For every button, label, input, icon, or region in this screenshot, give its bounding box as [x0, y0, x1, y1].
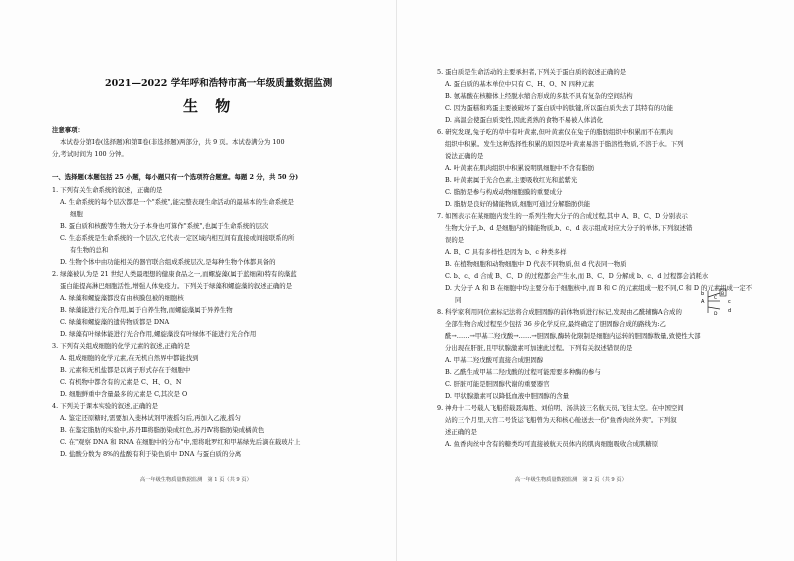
macromolecule-diagram	[700, 285, 740, 317]
question-line: 6. 研究发现,兔子吃的草中有叶黄素,但叶黄素仅在兔子的脂肪组织中积累而不在肌肉	[437, 128, 673, 136]
question-line: A. 鱼香肉丝中含有的糖类均可直接被航天员体内的肌肉细胞吸收合成肌糖原	[445, 440, 659, 448]
question-line: C. 生态系统是生命系统的一个层次,它代表一定区域内相互间有直接或间接联系的所	[60, 234, 295, 242]
notice-line: 分,考试时间为 100 分钟。	[52, 150, 128, 158]
question-line: 说法正确的是	[445, 152, 484, 160]
notice-heading: 注意事项：	[52, 126, 84, 134]
diagram-label-c-upper: C	[714, 296, 718, 301]
question-line: D. 细胞鲜重中含量最多的元素是 C,其次是 O	[60, 390, 188, 398]
question-line: 4. 下列关于课本实验的叙述,正确的是	[52, 402, 159, 410]
diagram-label-d-upper: D	[714, 312, 718, 317]
page-2	[397, 0, 794, 561]
notice-line: 本试卷分第Ⅰ卷(选择题)和第Ⅱ卷(非选择题)两部分，共 9 页。本试卷满分为 100	[60, 138, 285, 146]
question-line: 细胞	[70, 210, 83, 218]
question-line: C. 因为蛋糕和鸡蛋主要被破坏了蛋白质中的肽键,所以蛋白质失去了其特有的功能	[445, 104, 674, 112]
question-line: 3. 下列有关组成细胞的化学元素的叙述,正确的是	[52, 342, 190, 350]
question-line: B. 氨基酸在核糖体上经脱水缩合形成的多肽不具有复杂的空间结构	[445, 92, 633, 100]
diagram-label-b-upper: B	[721, 292, 725, 297]
question-line: D. 绿藻有叶绿体能进行光合作用,螺旋藻没有叶绿体不能进行光合作用	[60, 330, 257, 338]
question-line: A. 叶黄素在肌肉组织中积累说明肌细胞中不含有脂肪	[445, 164, 595, 172]
question-line: B. 元素和无机盐都是以离子形式存在于细胞中	[60, 366, 191, 374]
question-line: 5. 蛋白质是生命活动的主要承担者,下列关于蛋白质的叙述正确的是	[437, 68, 627, 76]
question-line: A. 组成细胞的化学元素,在无机自然界中都能找到	[60, 354, 199, 362]
question-line: 站的三个月里,天宫二号货运飞船曾为天和核心舱送去一份"鱼香肉丝外卖"。下列叙	[445, 416, 677, 424]
question-line: A. 绿藻和螺旋藻都没有由核膜包被的细胞核	[60, 294, 184, 302]
subject-title: 生 物	[183, 97, 237, 115]
question-line: 全部生物合成过程至少包括 36 步化学反应,最终确定了胆固醇合成的路线为:乙	[445, 320, 666, 328]
question-line: D. 盐酸分数为 8%的盐酸有利于染色质中 DNA 与蛋白质的分离	[60, 450, 242, 458]
question-line: A. B、C 具有多样性是因为 b、c 种类多样	[445, 248, 567, 256]
question-line: C. 有机物中都含有的元素是 C、H、O、N	[60, 378, 182, 386]
question-line: A. 蛋白质的基本单位中只有 C、H、O、N 四种元素	[445, 80, 595, 88]
diagram-label-b: b	[701, 291, 705, 297]
question-line: C. 绿藻和螺旋藻的遗传物质都是 DNA	[60, 318, 170, 326]
question-line: 生物大分子,b、d 是细胞内的储能物质,b、c、d 表示组成对应大分子的单体,下列叙述错	[445, 224, 693, 232]
question-line: B. 蛋白质和核酸等生物大分子本身也可算作"系统",也属于生命系统的层次	[60, 222, 269, 230]
question-line: D. 高温会使蛋白质变性,因此煮熟的食物不易被人体消化	[445, 116, 603, 124]
page-footer: 高一年级生物质量数据监测 第 1 页（共 9 页）	[140, 477, 252, 483]
question-line: 分出现在肝脏,且甲状腺激素可加速此过程。下列有关叙述错误的是	[445, 344, 633, 352]
question-line: 述正确的是	[445, 428, 477, 436]
question-line: B. 叶黄素属于光合色素,主要吸收红光和蓝紫光	[445, 176, 578, 184]
exam-title: 2021—2022 学年呼和浩特市高一年级质量数据监测	[105, 78, 333, 89]
question-line: A. 甲基二羟戊酸可直接合成胆固醇	[445, 356, 544, 364]
page-footer: 高一年级生物质量数据监测 第 2 页（共 9 页）	[515, 477, 627, 483]
diagram-label-d: d	[728, 308, 732, 314]
question-line: 蛋白能提高淋巴细胞活性,增强人体免疫力。下列关于绿藻和螺旋藻的叙述正确的是	[60, 282, 293, 290]
question-line: B. 在鉴定脂肪的实验中,苏丹Ⅲ将脂肪染成红色,苏丹Ⅳ将脂肪染成橘黄色	[60, 426, 265, 434]
question-line: 有生物的总和	[70, 246, 109, 254]
section-heading: 一、选择题(本题包括 25 小题，每小题只有一个选项符合题意。每题 2 分，共 50 分)	[52, 173, 299, 181]
question-line: 误的是	[445, 236, 465, 244]
question-line: B. 乙酰生成甲基二羟戊酸的过程可能需要多种酶的参与	[445, 368, 601, 376]
question-line: C. 在"观察 DNA 和 RNA 在细胞中的分布"中,需将吡罗红和甲基绿先后滴在载玻片上	[60, 438, 301, 446]
question-line: D. 大分子 A 和 B 在细胞中均主要分布于细胞核中,而 B 和 C 的元素组成一般不同,C 和 D 的元素组成一定不	[445, 284, 753, 292]
question-line: B. 在植物细胞和动物细胞中 D 代表不同物质,但 d 代表同一物质	[445, 260, 627, 268]
question-line: 9. 神舟十二号载人飞船搭载聂海胜、刘伯明、汤洪波三名航天员,飞往太空。在中国空间	[437, 404, 684, 412]
question-line: 同	[455, 296, 462, 304]
question-line: 2. 绿藻被认为是 21 世纪人类最理想的健康食品之一,而螺旋藻(属于蓝细菌)特有的藻蓝	[52, 270, 297, 278]
diagram-label-c: c	[728, 299, 731, 305]
diagram-arrow	[708, 307, 720, 309]
question-line: 组织中积累。发生这种选择性积累的原因是叶黄素易溶于脂溶性物质,不溶于水。下列	[445, 140, 684, 148]
question-line: D. 甲状腺激素可以降低血液中胆固醇的含量	[445, 392, 569, 400]
question-line: 1. 下列有关生命系统的叙述，正确的是	[52, 186, 163, 194]
question-line: A. 鉴定还原糖时,需要加入斐林试剂甲液摇匀后,再加入乙液,摇匀	[60, 414, 241, 422]
question-line: D. 生物个体中由功能相关的器官联合组成系统层次,是每种生物个体都具备的	[60, 258, 276, 266]
question-line: B. 绿藻能进行光合作用,属于自养生物,而螺旋藻属于异养生物	[60, 306, 233, 314]
question-line: 酰→……→甲基二羟戊酸→……→胆固醇,酶转化限制是细胞内运转的胆固醇数量,致使性大部	[445, 332, 701, 340]
question-line: 7. 如图表示在某细胞内发生的一系列生物大分子的合成过程,其中 A、B、C、D 分别表示	[437, 212, 688, 220]
question-line: C. b、c、d 合成 B、C、D 的过程都会产生水,而 B、C、D 分解成 b、c、d 过程都会消耗水	[445, 272, 709, 280]
question-line: D. 脂肪是良好的储能物质,细胞可通过分解脂肪供能	[445, 200, 591, 208]
diagram-label-a: A	[701, 299, 705, 305]
question-line: C. 肝脏可能是胆固醇代谢的重要器官	[445, 380, 550, 388]
question-line: A. 生命系统的每个层次都是一个"系统",能完整表现生命活动的最基本的生命系统是	[60, 198, 294, 206]
question-line: 8. 科学家利用同位素标记法将合成胆固醇的前体物质进行标记,发现由乙酰辅酶A合成的	[437, 308, 682, 316]
question-line: C. 脂肪是参与构成动物细胞膜的重要成分	[445, 188, 563, 196]
